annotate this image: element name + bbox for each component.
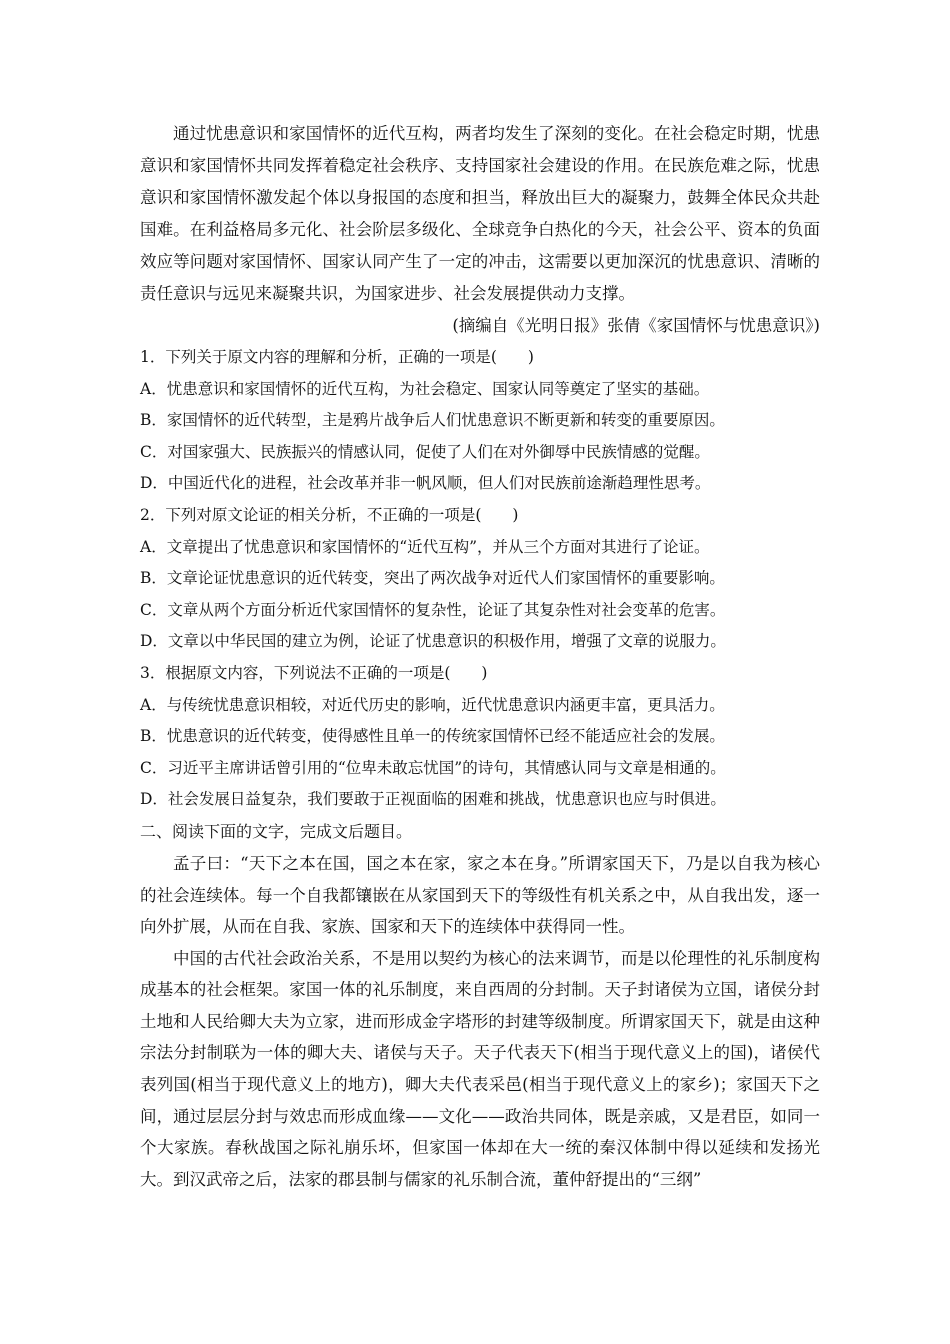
question-stem: 1．下列关于原文内容的理解和分析，正确的一项是( ) [140,348,534,366]
section-heading: 二、阅读下面的文字，完成文后题目。 [140,821,413,841]
option-c: C．文章从两个方面分析近代家国情怀的复杂性，论证了其复杂性对社会变革的危害。 [140,600,726,619]
option-a: A．忧患意识和家国情怀的近代互构，为社会稳定、国家认同等奠定了坚实的基础。 [140,379,710,398]
option-b: B．家国情怀的近代转型，主是鸦片战争后人们忧患意识不断更新和转变的重要原因。 [140,411,725,430]
option-b: B．文章论证忧患意识的近代转变，突出了两次战争对近代人们家国情怀的重要影响。 [140,569,725,588]
option-d: D．文章以中华民国的建立为例，论证了忧患意识的积极作用，增强了文章的说服力。 [140,632,726,651]
question-stem: 2．下列对原文论证的相关分析，不正确的一项是( ) [140,505,519,524]
option-c: C．对国家强大、民族振兴的情感认同，促使了人们在对外御辱中民族情感的觉醒。 [140,442,710,461]
option-d: D．社会发展日益复杂，我们要敢于正视面临的困难和挑战，忧患意识也应与时俱进。 [140,790,726,809]
option-a: A．文章提出了忧患意识和家国情怀的“近代互构”，并从三个方面对其进行了论证。 [140,537,710,556]
section-paragraph-2: 中国的古代社会政治关系，不是用以契约为核心的法来调节，而是以伦理性的礼乐制度构成基本的社会框架。家国一体的礼乐制度，来自西周的分封制。天子封诸侯为立国，诸侯分封土地和人民给卿大夫为立家，进而形成金字塔形的封建等级制度。所谓家国天下，就是由这种宗法分封制联为一体的卿大夫、诸侯与天子。天子代表天下(相当于现代意义上的国)，诸侯代表列国(相当于现代意义上的地方)，卿大夫代表采邑(相当于现代意义上的家乡)；家国天下之间，通过层层分封与效忠而形成血缘——文化——政治共同体，既是亲戚，又是君臣，如同一个大家族。春秋战国之际礼崩乐坏，但家国一体却在大一统的秦汉体制中得以延续和发扬光大。到汉武帝之后，法家的郡县制与儒家的礼乐制合流，董仲舒提出的“三纲” [140,948,820,1189]
question-1 [140,342,820,500]
section-paragraph-1: 孟子曰：“天下之本在国，国之本在家，家之本在身。”所谓家国天下，乃是以自我为核心的社会连续体。每一个自我都镶嵌在从家国到天下的等级性有机关系之中，从自我出发，逐一向外扩展，从而在自我、家族、国家和天下的连续体中获得同一性。 [140,853,820,937]
question-stem: 3．根据原文内容，下列说法不正确的一项是( ) [140,663,488,682]
passage-source: (摘编自《光明日报》张倩《家国情怀与忧患意识》) [452,316,820,335]
passage-paragraph: 通过忧患意识和家国情怀的近代互构，两者均发生了深刻的变化。在社会稳定时期，忧患意识和家国情怀共同发挥着稳定社会秩序、支持国家社会建设的作用。在民族危难之际，忧患意识和家国情怀激发起个体以身报国的态度和担当，释放出巨大的凝聚力，鼓舞全体民众共赴国难。在利益格局多元化、社会阶层多级化、全球竞争白热化的今天，社会公平、资本的负面效应等问题对家国情怀、国家认同产生了一定的冲击，这需要以更加深沉的忧患意识、清晰的责任意识与远见来凝聚共识，为国家进步、社会发展提供动力支撑。 [140,124,820,303]
option-c: C．习近平主席讲话曾引用的“位卑未敢忘忧国”的诗句，其情感认同与文章是相通的。 [140,758,726,777]
option-d: D．中国近代化的进程，社会改革并非一帆风顺，但人们对民族前途渐趋理性思考。 [140,474,711,493]
question-2 [140,500,820,658]
document-page [140,118,820,1195]
question-3 [140,658,820,816]
option-b: B．忧患意识的近代转变，使得感性且单一的传统家国情怀已经不能适应社会的发展。 [140,727,725,746]
option-a: A．与传统忧患意识相较，对近代历史的影响，近代忧患意识内涵更丰富，更具活力。 [140,695,725,714]
